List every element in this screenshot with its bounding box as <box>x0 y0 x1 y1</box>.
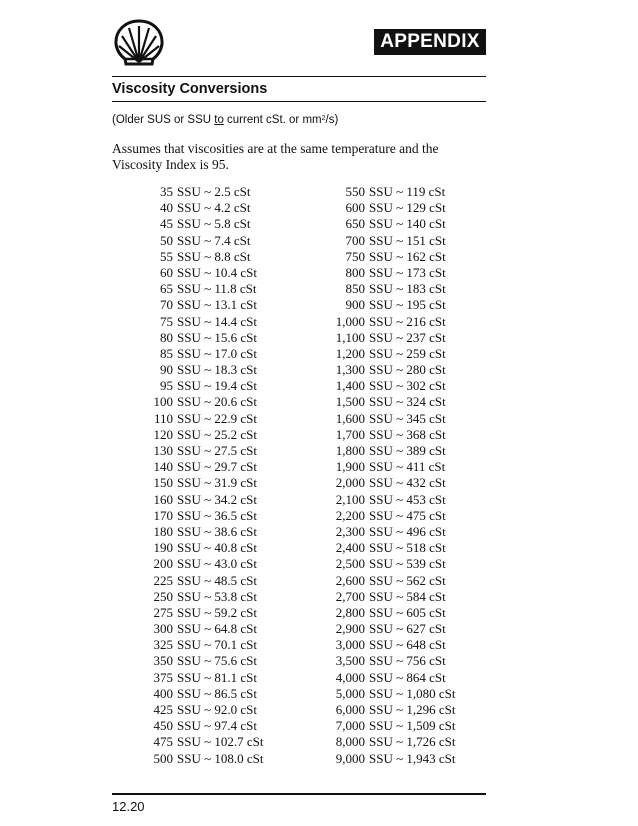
subtitle-end: /s) <box>325 114 339 126</box>
conversion-row <box>318 508 458 524</box>
cst-value: SSU ~ 648 cSt <box>369 637 446 653</box>
ssu-value: 6,000 <box>335 702 365 717</box>
cst-value: SSU ~ 18.3 cSt <box>177 362 257 378</box>
cst-value: SSU ~ 195 cSt <box>369 297 446 313</box>
cst-value: SSU ~ 1,509 cSt <box>369 718 456 734</box>
cst-value: SSU ~ 756 cSt <box>369 653 446 669</box>
conversion-row <box>140 686 270 702</box>
conversion-row <box>318 524 458 540</box>
conversion-row <box>318 233 458 249</box>
ssu-value: 375 <box>153 669 173 685</box>
conversion-row <box>318 492 458 508</box>
ssu-value: 200 <box>153 556 173 572</box>
ssu-value: 60 <box>160 264 173 280</box>
conversion-row <box>140 573 270 589</box>
cst-value: SSU ~ 8.8 cSt <box>177 248 251 264</box>
cst-value: SSU ~ 389 cSt <box>369 443 446 458</box>
ssu-value: 120 <box>153 426 173 442</box>
cst-value: SSU ~ 34.2 cSt <box>177 491 257 507</box>
conversion-row <box>140 702 270 718</box>
cst-value: SSU ~ 140 cSt <box>369 216 446 232</box>
conversion-row <box>140 362 270 378</box>
cst-value: SSU ~ 183 cSt <box>369 281 446 297</box>
conversion-row <box>140 556 270 572</box>
conversion-row <box>318 394 458 410</box>
conversion-row <box>318 653 458 669</box>
conversion-row <box>318 621 458 637</box>
conversion-row <box>140 718 270 734</box>
cst-value: SSU ~ 496 cSt <box>369 523 446 539</box>
ssu-value: 450 <box>153 718 173 734</box>
conversion-row <box>140 492 270 508</box>
ssu-value: 190 <box>153 540 173 556</box>
top-rule <box>112 76 486 77</box>
cst-value: SSU ~ 97.4 cSt <box>177 718 257 734</box>
conversion-row <box>318 249 458 265</box>
cst-value: SSU ~ 64.8 cSt <box>177 621 257 637</box>
cst-value: SSU ~ 25.2 cSt <box>177 426 257 442</box>
ssu-value: 3,500 <box>335 653 365 669</box>
conversion-row <box>140 508 270 524</box>
ssu-value: 300 <box>153 621 173 637</box>
ssu-value: 180 <box>153 523 173 539</box>
ssu-value: 35 <box>160 184 173 199</box>
ssu-value: 475 <box>153 734 173 750</box>
cst-value: SSU ~ 31.9 cSt <box>177 475 257 491</box>
ssu-value: 45 <box>160 216 173 232</box>
cst-value: SSU ~ 53.8 cSt <box>177 588 257 604</box>
conversion-row <box>140 249 270 265</box>
cst-value: SSU ~ 81.1 cSt <box>177 669 257 685</box>
subtitle-to: to <box>214 114 224 126</box>
conversion-row <box>140 605 270 621</box>
ssu-value: 225 <box>153 572 173 588</box>
cst-value: SSU ~ 1,943 cSt <box>369 750 456 766</box>
cst-value: SSU ~ 173 cSt <box>369 264 446 280</box>
ssu-value: 170 <box>153 507 173 523</box>
cst-value: SSU ~ 1,080 cSt <box>369 685 456 701</box>
cst-value: SSU ~ 11.8 cSt <box>177 281 257 297</box>
conversion-row <box>140 443 270 459</box>
ssu-value: 2,200 <box>335 507 365 523</box>
cst-value: SSU ~ 562 cSt <box>369 572 446 588</box>
appendix-badge: APPENDIX <box>374 29 486 55</box>
cst-value: SSU ~ 59.2 cSt <box>177 604 257 620</box>
cst-value: SSU ~ 48.5 cSt <box>177 572 257 588</box>
cst-value: SSU ~ 29.7 cSt <box>177 459 257 475</box>
cst-value: SSU ~ 36.5 cSt <box>177 507 257 523</box>
conversion-row <box>140 589 270 605</box>
ssu-value: 1,000 <box>335 313 365 329</box>
ssu-value: 2,900 <box>335 621 365 637</box>
cst-value: SSU ~ 102.7 cSt <box>177 734 264 750</box>
cst-value: SSU ~ 119 cSt <box>369 184 446 199</box>
ssu-value: 8,000 <box>335 734 365 750</box>
ssu-value: 800 <box>345 264 365 280</box>
cst-value: SSU ~ 518 cSt <box>369 540 446 556</box>
bottom-rule <box>112 793 486 795</box>
ssu-value: 1,400 <box>335 378 365 394</box>
ssu-value: 7,000 <box>335 718 365 734</box>
conversion-subtitle <box>112 113 338 127</box>
conversion-row <box>140 540 270 556</box>
conversion-row <box>318 314 458 330</box>
ssu-value: 750 <box>345 248 365 264</box>
ssu-value: 350 <box>153 653 173 669</box>
subtitle-superscript: 2 <box>321 115 326 122</box>
cst-value: SSU ~ 368 cSt <box>369 426 446 442</box>
ssu-value: 80 <box>160 329 173 345</box>
conversion-row <box>318 686 458 702</box>
section-title: Viscosity Conversions <box>112 81 268 97</box>
cst-value: SSU ~ 584 cSt <box>369 588 446 604</box>
ssu-value: 2,100 <box>335 491 365 507</box>
conversion-column-right <box>318 184 458 767</box>
conversion-row <box>318 589 458 605</box>
conversion-row <box>140 524 270 540</box>
ssu-value: 325 <box>153 637 173 653</box>
ssu-value: 4,000 <box>335 669 365 685</box>
ssu-value: 2,300 <box>335 523 365 539</box>
conversion-row <box>318 281 458 297</box>
cst-value: SSU ~ 5.8 cSt <box>177 216 251 232</box>
cst-value: SSU ~ 108.0 cSt <box>177 750 264 766</box>
ssu-value: 550 <box>345 184 365 199</box>
cst-value: SSU ~ 19.4 cSt <box>177 378 257 394</box>
conversion-row <box>318 573 458 589</box>
ssu-value: 1,900 <box>335 459 365 475</box>
ssu-value: 110 <box>153 410 173 426</box>
assumption-note: Assumes that viscosities are at the same temperature and the Viscosity Index is 95. <box>112 141 439 172</box>
ssu-value: 1,800 <box>335 443 365 458</box>
cst-value: SSU ~ 280 cSt <box>369 362 446 378</box>
cst-value: SSU ~ 216 cSt <box>369 313 446 329</box>
conversion-row <box>318 378 458 394</box>
ssu-value: 150 <box>153 475 173 491</box>
conversion-row <box>140 216 270 232</box>
conversion-row <box>318 459 458 475</box>
cst-value: SSU ~ 27.5 cSt <box>177 443 257 458</box>
conversion-row <box>140 621 270 637</box>
conversion-row <box>140 734 270 750</box>
conversion-row <box>318 718 458 734</box>
ssu-value: 40 <box>160 200 173 216</box>
ssu-value: 85 <box>160 345 173 361</box>
conversion-row <box>318 556 458 572</box>
conversion-row <box>140 200 270 216</box>
ssu-value: 1,300 <box>335 362 365 378</box>
conversion-row <box>318 670 458 686</box>
conversion-row <box>318 443 458 459</box>
conversion-row <box>318 265 458 281</box>
conversion-row <box>140 475 270 491</box>
cst-value: SSU ~ 1,296 cSt <box>369 702 456 717</box>
conversion-row <box>318 346 458 362</box>
conversion-row <box>140 265 270 281</box>
ssu-value: 130 <box>153 443 173 458</box>
cst-value: SSU ~ 453 cSt <box>369 491 446 507</box>
cst-value: SSU ~ 539 cSt <box>369 556 446 572</box>
conversion-row <box>318 637 458 653</box>
conversion-row <box>318 216 458 232</box>
ssu-value: 3,000 <box>335 637 365 653</box>
cst-value: SSU ~ 151 cSt <box>369 232 446 248</box>
cst-value: SSU ~ 86.5 cSt <box>177 685 257 701</box>
conversion-row <box>140 297 270 313</box>
ssu-value: 650 <box>345 216 365 232</box>
cst-value: SSU ~ 20.6 cSt <box>177 394 257 410</box>
conversion-row <box>140 281 270 297</box>
ssu-value: 1,100 <box>335 329 365 345</box>
conversion-row <box>318 411 458 427</box>
conversion-row <box>140 184 270 200</box>
conversion-row <box>318 427 458 443</box>
ssu-value: 70 <box>160 297 173 313</box>
cst-value: SSU ~ 432 cSt <box>369 475 446 491</box>
conversion-row <box>318 734 458 750</box>
cst-value: SSU ~ 38.6 cSt <box>177 523 257 539</box>
shell-logo <box>112 18 166 68</box>
subtitle-pre: (Older SUS or SSU <box>112 114 215 126</box>
ssu-value: 2,500 <box>335 556 365 572</box>
page-number: 12.20 <box>112 799 145 814</box>
ssu-value: 55 <box>160 248 173 264</box>
ssu-value: 250 <box>153 588 173 604</box>
cst-value: SSU ~ 345 cSt <box>369 410 446 426</box>
ssu-value: 500 <box>153 750 173 766</box>
cst-value: SSU ~ 92.0 cSt <box>177 702 257 717</box>
ssu-value: 2,700 <box>335 588 365 604</box>
ssu-value: 2,800 <box>335 604 365 620</box>
conversion-row <box>140 411 270 427</box>
conversion-row <box>140 378 270 394</box>
conversion-row <box>140 751 270 767</box>
conversion-row <box>140 670 270 686</box>
ssu-value: 5,000 <box>335 685 365 701</box>
cst-value: SSU ~ 411 cSt <box>369 459 446 475</box>
conversion-row <box>318 605 458 621</box>
conversion-row <box>140 427 270 443</box>
ssu-value: 95 <box>160 378 173 394</box>
conversion-row <box>140 459 270 475</box>
conversion-row <box>318 362 458 378</box>
ssu-value: 65 <box>160 281 173 297</box>
cst-value: SSU ~ 1,726 cSt <box>369 734 456 750</box>
cst-value: SSU ~ 70.1 cSt <box>177 637 257 653</box>
ssu-value: 140 <box>153 459 173 475</box>
cst-value: SSU ~ 237 cSt <box>369 329 446 345</box>
cst-value: SSU ~ 13.1 cSt <box>177 297 257 313</box>
subtitle-post: current cSt. or mm <box>223 114 322 126</box>
conversion-row <box>140 394 270 410</box>
conversion-row <box>140 330 270 346</box>
ssu-value: 2,600 <box>335 572 365 588</box>
cst-value: SSU ~ 17.0 cSt <box>177 345 257 361</box>
conversion-row <box>140 653 270 669</box>
ssu-value: 2,400 <box>335 540 365 556</box>
cst-value: SSU ~ 7.4 cSt <box>177 232 251 248</box>
ssu-value: 400 <box>153 685 173 701</box>
cst-value: SSU ~ 162 cSt <box>369 248 446 264</box>
ssu-value: 100 <box>153 394 173 410</box>
conversion-row <box>318 330 458 346</box>
cst-value: SSU ~ 40.8 cSt <box>177 540 257 556</box>
ssu-value: 1,700 <box>335 426 365 442</box>
ssu-value: 600 <box>345 200 365 216</box>
conversion-row <box>140 233 270 249</box>
conversion-row <box>318 540 458 556</box>
ssu-value: 160 <box>153 491 173 507</box>
cst-value: SSU ~ 864 cSt <box>369 669 446 685</box>
cst-value: SSU ~ 10.4 cSt <box>177 264 257 280</box>
cst-value: SSU ~ 22.9 cSt <box>177 410 257 426</box>
cst-value: SSU ~ 129 cSt <box>369 200 446 216</box>
conversion-column-left <box>140 184 270 767</box>
conversion-row <box>318 702 458 718</box>
conversion-row <box>318 184 458 200</box>
conversion-row <box>140 637 270 653</box>
cst-value: SSU ~ 15.6 cSt <box>177 329 257 345</box>
conversion-row <box>140 314 270 330</box>
cst-value: SSU ~ 627 cSt <box>369 621 446 637</box>
conversion-row <box>318 751 458 767</box>
conversion-row <box>140 346 270 362</box>
ssu-value: 1,600 <box>335 410 365 426</box>
title-rule <box>112 101 486 102</box>
ssu-value: 275 <box>153 604 173 620</box>
ssu-value: 2,000 <box>335 475 365 491</box>
ssu-value: 700 <box>345 232 365 248</box>
ssu-value: 50 <box>160 232 173 248</box>
ssu-value: 75 <box>160 313 173 329</box>
conversion-row <box>318 200 458 216</box>
ssu-value: 425 <box>153 702 173 717</box>
cst-value: SSU ~ 324 cSt <box>369 394 446 410</box>
cst-value: SSU ~ 4.2 cSt <box>177 200 251 216</box>
ssu-value: 9,000 <box>335 750 365 766</box>
cst-value: SSU ~ 2.5 cSt <box>177 184 251 199</box>
cst-value: SSU ~ 302 cSt <box>369 378 446 394</box>
ssu-value: 900 <box>345 297 365 313</box>
cst-value: SSU ~ 605 cSt <box>369 604 446 620</box>
cst-value: SSU ~ 75.6 cSt <box>177 653 257 669</box>
cst-value: SSU ~ 259 cSt <box>369 345 446 361</box>
cst-value: SSU ~ 475 cSt <box>369 507 446 523</box>
ssu-value: 1,500 <box>335 394 365 410</box>
cst-value: SSU ~ 14.4 cSt <box>177 313 257 329</box>
conversion-row <box>318 475 458 491</box>
ssu-value: 850 <box>345 281 365 297</box>
ssu-value: 1,200 <box>335 345 365 361</box>
cst-value: SSU ~ 43.0 cSt <box>177 556 257 572</box>
conversion-row <box>318 297 458 313</box>
ssu-value: 90 <box>160 362 173 378</box>
